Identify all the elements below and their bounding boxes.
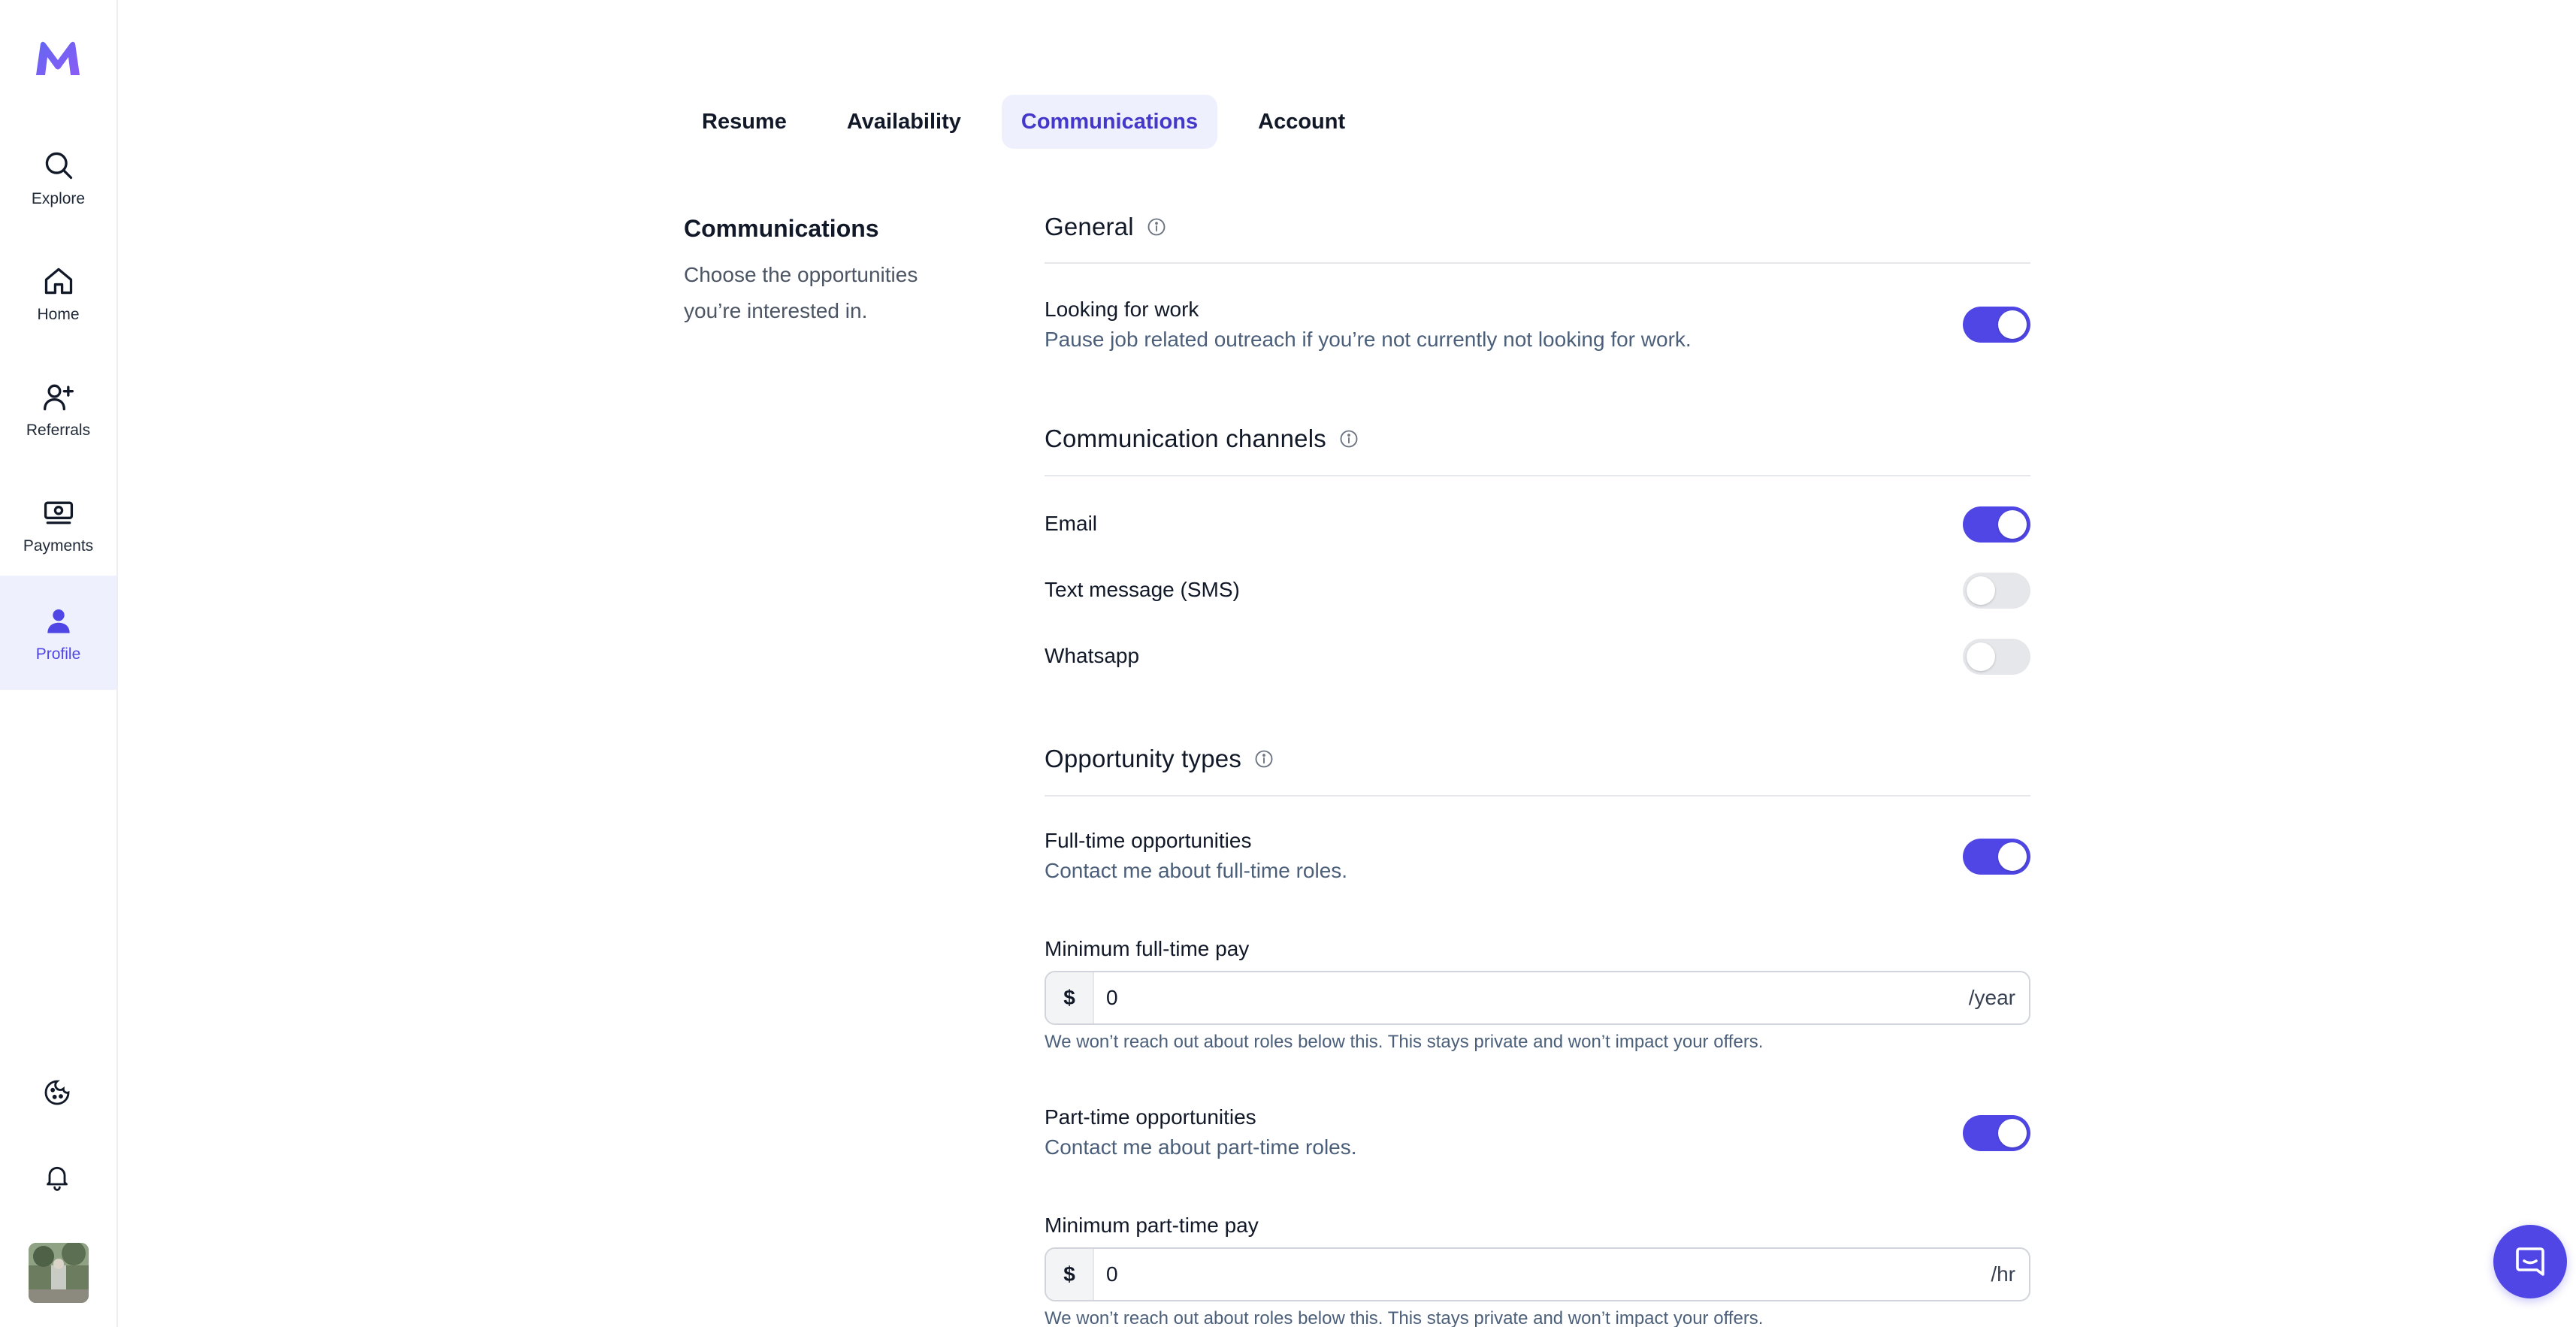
sidebar [0,0,118,1327]
section-description: Choose the opportunities you’re interested in. [684,263,918,322]
chat-launcher-button[interactable] [2493,1225,2567,1298]
whatsapp-channel-label: Whatsapp [1045,644,1140,667]
parttime-label: Part-time opportunities [1045,1105,1256,1129]
bell-icon[interactable] [38,1157,77,1196]
tab-availability[interactable]: Availability [846,109,961,134]
whatsapp-channel-toggle[interactable] [1963,639,2030,675]
channels-header [1045,425,1359,453]
sms-channel-toggle[interactable] [1963,573,2030,609]
info-icon[interactable] [1146,216,1167,237]
general-title: General [1045,213,1134,240]
parttime-toggle[interactable] [1963,1115,2030,1151]
sidebar-item-label: Referrals [26,422,91,439]
sidebar-item-home[interactable] [0,236,116,350]
info-icon[interactable] [1338,428,1359,449]
divider [1045,475,2030,476]
cookie-icon[interactable] [38,1073,77,1112]
sidebar-item-label: Profile [35,645,81,663]
sidebar-item-payments[interactable] [0,467,116,582]
fulltime-label: Full-time opportunities [1045,829,1252,852]
email-channel-label: Email [1045,512,1098,535]
search-icon [40,147,77,184]
sms-channel-label: Text message (SMS) [1045,578,1240,601]
info-icon[interactable] [1253,748,1274,769]
profile-tabs [682,95,1386,149]
per-hour-suffix: /hr [1991,1262,2015,1286]
divider [1045,795,2030,797]
looking-for-work-toggle[interactable] [1963,307,2030,343]
currency-prefix: $ [1046,972,1094,1023]
fulltime-description: Contact me about full-time roles. [1045,859,1348,882]
looking-for-work-description: Pause job related outreach if you’re not currently not looking for work. [1045,328,1692,351]
sidebar-item-explore[interactable] [0,120,116,234]
min-fulltime-pay-label: Minimum full-time pay [1045,937,1250,960]
fulltime-toggle[interactable] [1963,839,2030,875]
min-parttime-pay-label: Minimum part-time pay [1045,1214,1259,1237]
user-plus-icon [40,378,77,416]
sidebar-item-referrals[interactable] [0,352,116,466]
min-parttime-pay-field [1045,1247,2030,1301]
avatar[interactable] [29,1243,89,1303]
opportunity-header [1045,745,1274,773]
sidebar-item-label: Explore [31,190,86,207]
general-header [1045,213,1167,241]
money-icon [40,494,77,531]
per-year-suffix: /year [1968,986,2015,1009]
tab-communications[interactable]: Communications [1002,95,1217,149]
chat-icon [2512,1244,2548,1280]
opportunity-title: Opportunity types [1045,745,1242,772]
min-parttime-pay-input[interactable] [1094,1249,1991,1300]
sidebar-item-profile[interactable] [0,576,116,690]
min-fulltime-pay-help: We won’t reach out about roles below this. This stays private and won’t impact your offers. [1045,1032,1764,1052]
channels-title: Communication channels [1045,425,1326,452]
looking-for-work-label: Looking for work [1045,298,1199,321]
home-icon [40,262,77,300]
user-icon [40,602,77,639]
parttime-description: Contact me about part-time roles. [1045,1135,1357,1159]
brand-logo[interactable] [33,39,83,78]
sidebar-item-label: Home [37,306,80,323]
section-title: Communications [684,215,879,242]
tab-resume[interactable]: Resume [702,109,787,134]
email-channel-toggle[interactable] [1963,506,2030,543]
currency-prefix: $ [1046,1249,1094,1300]
min-parttime-pay-help: We won’t reach out about roles below this. This stays private and won’t impact your offers. [1045,1308,1764,1327]
min-fulltime-pay-field [1045,971,2030,1025]
min-fulltime-pay-input[interactable] [1094,972,1969,1023]
sidebar-item-label: Payments [23,537,94,555]
tab-account[interactable]: Account [1258,109,1346,134]
divider [1045,262,2030,264]
